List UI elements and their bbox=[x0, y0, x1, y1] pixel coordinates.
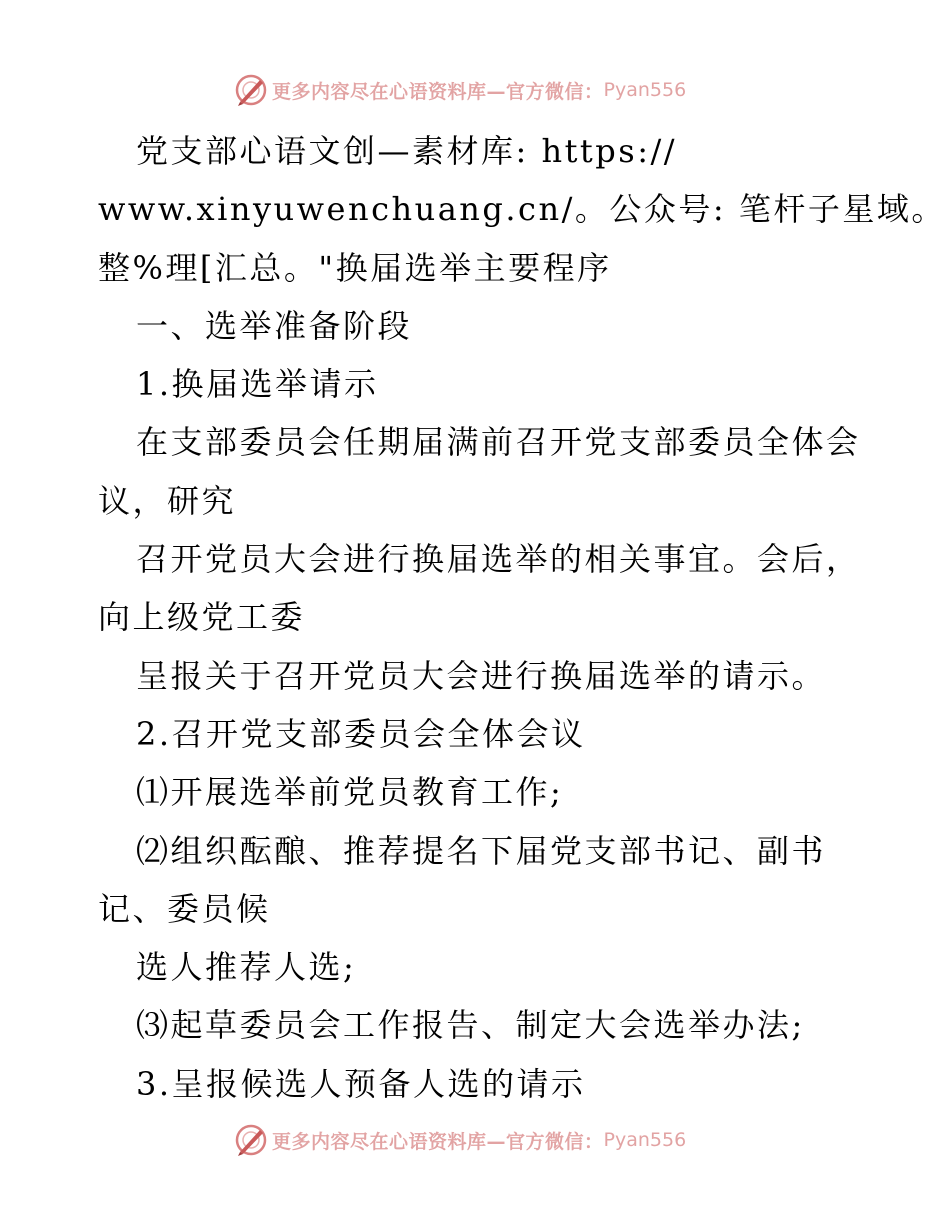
paragraph-line: 召开党员大会进行换届选举的相关事宜。会后， bbox=[136, 540, 861, 579]
list-item: ⑶起草委员会工作报告、制定大会选举办法; bbox=[136, 1006, 805, 1045]
paragraph-line: 在支部委员会任期届满前召开党支部委员全体会 bbox=[136, 423, 861, 462]
subsection-heading: 1.换届选举请示 bbox=[136, 365, 379, 404]
paragraph-line: 议，研究 bbox=[98, 481, 237, 520]
subsection-heading: 3.呈报候选人预备人选的请示 bbox=[136, 1064, 586, 1103]
footer-watermark-banner bbox=[234, 1122, 686, 1158]
list-item: ⑵组织酝酿、推荐提名下届党支部书记、副书 bbox=[136, 831, 827, 870]
subsection-heading: 2.召开党支部委员会全体会议 bbox=[136, 714, 586, 753]
banner-text: 更多内容尽在心语资料库—官方微信： bbox=[272, 80, 604, 103]
paragraph-line: 向上级党工委 bbox=[98, 598, 306, 637]
pen-circle-logo-icon bbox=[234, 73, 268, 107]
paragraph-line: 选人推荐人选; bbox=[136, 948, 357, 987]
paragraph-line: 呈报关于召开党员大会进行换届选举的请示。 bbox=[136, 656, 827, 695]
banner-wechat-id: Pyan556 bbox=[603, 79, 687, 101]
paragraph-line: 党支部心语文创—素材库: https:// bbox=[136, 132, 678, 170]
paragraph-line: 整%理[汇总。"换届选举主要程序 bbox=[98, 248, 612, 287]
list-item: ⑴开展选举前党员教育工作; bbox=[136, 773, 564, 812]
banner-wechat-id: Pyan556 bbox=[603, 1129, 687, 1151]
banner-text: 更多内容尽在心语资料库—官方微信： bbox=[272, 1130, 604, 1153]
paragraph-line: 记、委员候 bbox=[98, 889, 271, 928]
header-watermark-banner bbox=[234, 72, 686, 108]
document-body bbox=[98, 122, 946, 1113]
pen-circle-logo-icon bbox=[234, 1123, 268, 1157]
section-heading: 一、选举准备阶段 bbox=[136, 306, 413, 345]
paragraph-line: www.xinyuwenchuang.cn/。公众号: 笔杆子星域。 bbox=[98, 190, 946, 229]
